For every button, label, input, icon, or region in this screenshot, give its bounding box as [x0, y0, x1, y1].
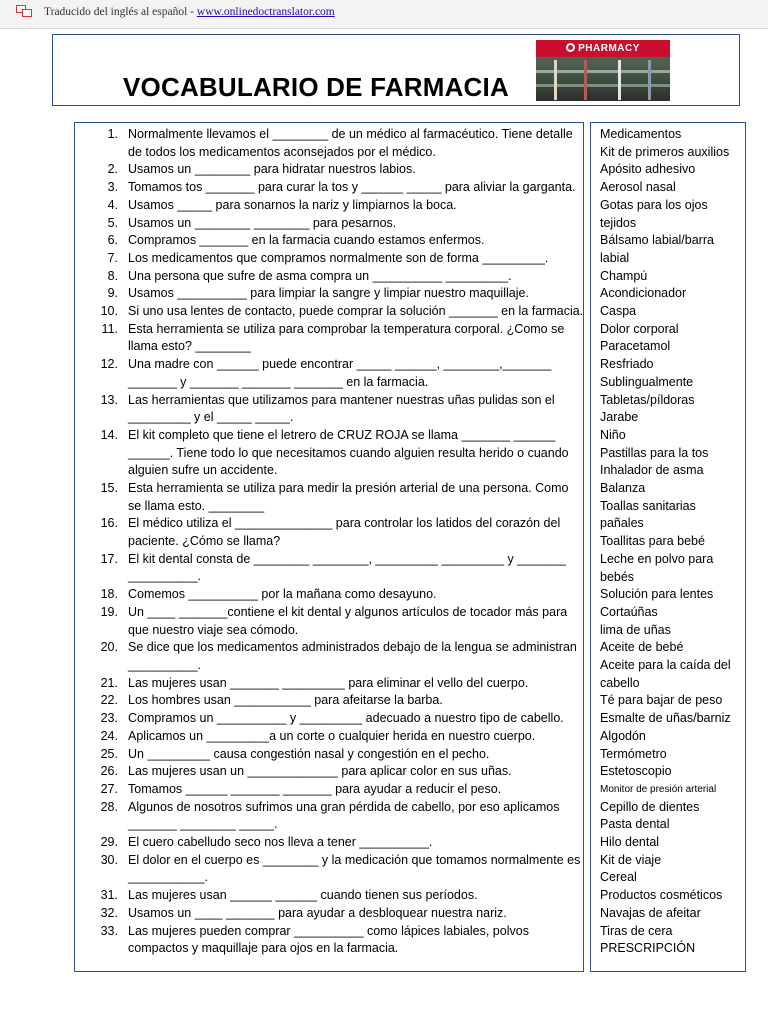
question-text-line: Algunos de nosotros sufrimos una gran pérdida de cabello, por eso aplicamos — [128, 799, 560, 814]
question-text-line: Si uno usa lentes de contacto, puede comprar la solución _______ en la farmacia. — [128, 304, 584, 318]
word-bank-item: Monitor de presión arterial — [600, 783, 717, 795]
word-bank-item: Caspa — [600, 304, 637, 318]
question-text-line: Normalmente llevamos el ________ de un médico al farmacéutico. Tiene detalle — [128, 127, 573, 141]
pharmacy-photo — [536, 40, 670, 101]
question-text-line: llama esto? ________ — [128, 339, 252, 354]
question-text-line: que nuestro viaje sea cómodo. — [128, 622, 299, 637]
question-number: 6. — [107, 233, 118, 248]
question-text-line: Esta herramienta se utiliza para comprobar la temperatura corporal. ¿Como se — [128, 321, 565, 336]
word-bank-item: Medicamentos — [600, 127, 682, 141]
question-text-line: Una madre con ______ puede encontrar _____ ______, ________,_______ — [128, 357, 552, 372]
question-number: 16. — [100, 516, 118, 531]
question-text-line: de todos los medicamentos aconsejados por el médico. — [128, 144, 436, 159]
question-number: 5. — [107, 215, 118, 230]
question-number: 26. — [100, 764, 118, 779]
target-logo-icon — [566, 43, 575, 52]
word-bank-item: PRESCRIPCIÓN — [600, 941, 696, 956]
word-bank-item: Jarabe — [600, 410, 639, 425]
question-text-line: Una persona que sufre de asma compra un __________ _________. — [128, 268, 512, 283]
word-bank-item: cabello — [600, 675, 640, 690]
question-text-line: compactos y maquillaje para ojos en la farmacia. — [128, 941, 399, 956]
question-number: 8. — [107, 268, 118, 283]
question-text-line: Un _________ causa congestión nasal y congestión en el pecho. — [128, 746, 490, 761]
question-number: 7. — [107, 250, 118, 265]
question-text-line: se llama esto. ________ — [128, 498, 265, 513]
question-number: 20. — [100, 640, 118, 655]
translation-banner — [0, 0, 768, 29]
page-title: VOCABULARIO DE FARMACIA — [123, 72, 509, 102]
question-text-line: Los hombres usan ___________ para afeitarse la barba. — [128, 693, 443, 708]
word-bank-item: Pastillas para la tos — [600, 445, 709, 460]
question-text-line: Usamos un ________ para hidratar nuestros labios. — [128, 162, 416, 177]
question-number: 9. — [107, 286, 118, 301]
word-bank-item: Bálsamo labial/barra — [600, 233, 714, 248]
question-text-line: _______ y _______ _______ _______ en la farmacia. — [128, 374, 429, 389]
word-bank-item: Balanza — [600, 481, 646, 495]
word-bank-item: Leche en polvo para — [600, 551, 714, 566]
question-number: 3. — [107, 180, 118, 195]
word-bank-item: Tiras de cera — [600, 923, 673, 938]
question-text-line: Los medicamentos que compramos normalmente son de forma _________. — [128, 250, 549, 265]
question-text-line: Usamos un ____ _______ para ayudar a desbloquear nuestra nariz. — [128, 905, 507, 920]
pharmacy-sign-text: PHARMACY — [578, 43, 640, 54]
question-number: 17. — [100, 551, 118, 566]
word-bank-item: Termómetro — [600, 746, 667, 761]
question-number: 24. — [100, 728, 118, 743]
question-number: 22. — [100, 693, 118, 708]
question-text-line: El médico utiliza el ______________ para controlar los latidos del corazón del — [128, 516, 561, 531]
question-text-line: _______ ________ _____. — [128, 817, 278, 832]
translator-link[interactable]: www.onlinedoctranslator.com — [196, 6, 335, 18]
question-number: 27. — [100, 781, 118, 796]
question-number: 11. — [101, 321, 118, 336]
word-bank-item: Champú — [600, 268, 648, 283]
word-bank-item: Esmalte de uñas/barniz — [600, 711, 731, 726]
question-number: 19. — [100, 604, 118, 619]
translate-icon — [16, 5, 32, 17]
word-bank-item: Cepillo de dientes — [600, 799, 700, 814]
question-text-line: ___________. — [128, 870, 208, 885]
question-number: 1. — [107, 127, 118, 141]
question-number: 2. — [107, 162, 118, 177]
question-number: 31. — [100, 888, 118, 903]
question-text-line: Tomamos tos _______ para curar la tos y ______ _____ para aliviar la garganta. — [128, 180, 576, 195]
word-bank-item: tejidos — [600, 215, 637, 230]
word-bank-item: Dolor corporal — [600, 321, 679, 336]
question-text-line: Usamos __________ para limpiar la sangre y limpiar nuestro maquillaje. — [128, 286, 529, 301]
word-bank-item: Apósito adhesivo — [600, 162, 696, 177]
question-number: 18. — [100, 587, 118, 602]
word-bank-item: Aceite de bebé — [600, 640, 684, 655]
question-number: 13. — [100, 392, 118, 407]
question-number: 21. — [100, 675, 118, 690]
word-bank-item: Navajas de afeitar — [600, 905, 701, 920]
question-text-line: Comemos __________ por la mañana como desayuno. — [128, 587, 437, 602]
question-text-line: Aplicamos un _________a un corte o cualquier herida en nuestro cuerpo. — [128, 728, 536, 743]
word-bank-item: Algodón — [600, 728, 646, 743]
question-number: 30. — [100, 852, 118, 867]
question-text-line: El dolor en el cuerpo es ________ y la medicación que tomamos normalmente es — [128, 852, 581, 867]
question-text-line: Las mujeres usan un _____________ para aplicar color en sus uñas. — [128, 764, 512, 779]
translation-note — [44, 6, 335, 18]
word-bank-item: Aerosol nasal — [600, 180, 676, 195]
question-text-line: Tomamos ______ _______ _______ para ayudar a reducir el peso. — [128, 781, 502, 796]
question-text-line: paciente. ¿Cómo se llama? — [128, 534, 281, 549]
question-number: 29. — [100, 835, 118, 849]
question-text-line: __________. — [128, 569, 201, 584]
word-bank-item: labial — [600, 250, 630, 265]
question-number: 23. — [100, 711, 118, 726]
word-bank-item: Productos cosméticos — [600, 888, 723, 903]
word-bank-item: Kit de viaje — [600, 852, 662, 867]
word-bank-item: Pasta dental — [600, 817, 670, 832]
question-number: 4. — [107, 197, 118, 212]
translation-prefix: Traducido del inglés al español - — [44, 6, 197, 18]
question-text-line: El kit completo que tiene el letrero de CRUZ ROJA se llama _______ ______ — [128, 427, 556, 442]
question-number: 15. — [100, 481, 118, 495]
question-text-line: __________. — [128, 657, 201, 672]
question-text-line: Compramos un __________ y _________ adecuado a nuestro tipo de cabello. — [128, 711, 564, 726]
word-bank-item: lima de uñas — [600, 622, 671, 637]
question-text-line: alguien sufre un accidente. — [128, 463, 278, 478]
question-number: 33. — [100, 923, 118, 938]
question-text-line: Las mujeres usan ______ ______ cuando tienen sus períodos. — [128, 888, 478, 903]
question-text-line: Esta herramienta se utiliza para medir la presión arterial de una persona. Como — [128, 481, 569, 495]
word-bank-item: Paracetamol — [600, 339, 671, 354]
word-bank-item: Té para bajar de peso — [600, 693, 723, 708]
word-bank-item: bebés — [600, 569, 635, 584]
word-bank-item: Tabletas/píldoras — [600, 392, 695, 407]
word-bank-item: Acondicionador — [600, 286, 687, 301]
word-bank-item: pañales — [600, 516, 644, 531]
word-bank-item: Sublingualmente — [600, 374, 694, 389]
pharmacy-sign — [536, 40, 670, 57]
word-bank-item: Cortaúñas — [600, 604, 658, 619]
question-number: 25. — [100, 746, 118, 761]
question-text-line: Las mujeres usan _______ _________ para eliminar el vello del cuerpo. — [128, 675, 529, 690]
question-number: 32. — [100, 905, 118, 920]
question-text-line: ______. Tiene todo lo que necesitamos cuando alguien resulta herido o cuando — [128, 445, 569, 460]
word-bank-item: Hilo dental — [600, 835, 660, 849]
question-text-line: Se dice que los medicamentos administrados debajo de la lengua se administran — [128, 640, 577, 655]
question-text-line: Usamos un ________ ________ para pesarnos. — [128, 215, 397, 230]
question-text-line: El kit dental consta de ________ ________, _________ _________ y _______ — [128, 551, 566, 566]
question-number: 28. — [100, 799, 118, 814]
question-text-line: Las mujeres pueden comprar __________ como lápices labiales, polvos — [128, 923, 529, 938]
question-text-line: Las herramientas que utilizamos para mantener nuestras uñas pulidas son el — [128, 392, 555, 407]
word-bank-item: Resfriado — [600, 357, 654, 372]
question-number: 10. — [100, 304, 118, 318]
word-bank-item: Cereal — [600, 870, 637, 885]
word-bank-item: Gotas para los ojos — [600, 197, 708, 212]
word-bank-item: Toallitas para bebé — [600, 534, 705, 549]
word-bank-item: Solución para lentes — [600, 587, 714, 602]
word-bank-item: Toallas sanitarias — [600, 498, 696, 513]
word-bank-item: Aceite para la caída del — [600, 658, 731, 672]
word-bank-item: Inhalador de asma — [600, 463, 704, 478]
question-text-line: Usamos _____ para sonarnos la nariz y limpiarnos la boca. — [128, 197, 457, 212]
question-number: 12. — [100, 357, 118, 372]
question-text-line: Compramos _______ en la farmacia cuando estamos enfermos. — [128, 233, 485, 248]
word-bank-item: Estetoscopio — [600, 764, 672, 779]
word-bank-item: Niño — [600, 427, 626, 442]
question-text-line: El cuero cabelludo seco nos lleva a tener __________. — [128, 835, 433, 849]
question-number: 14. — [100, 427, 118, 442]
question-text-line: _________ y el _____ _____. — [128, 410, 294, 425]
question-text-line: Un ____ _______contiene el kit dental y algunos artículos de tocador más para — [128, 604, 568, 619]
word-bank-item: Kit de primeros auxilios — [600, 144, 730, 159]
